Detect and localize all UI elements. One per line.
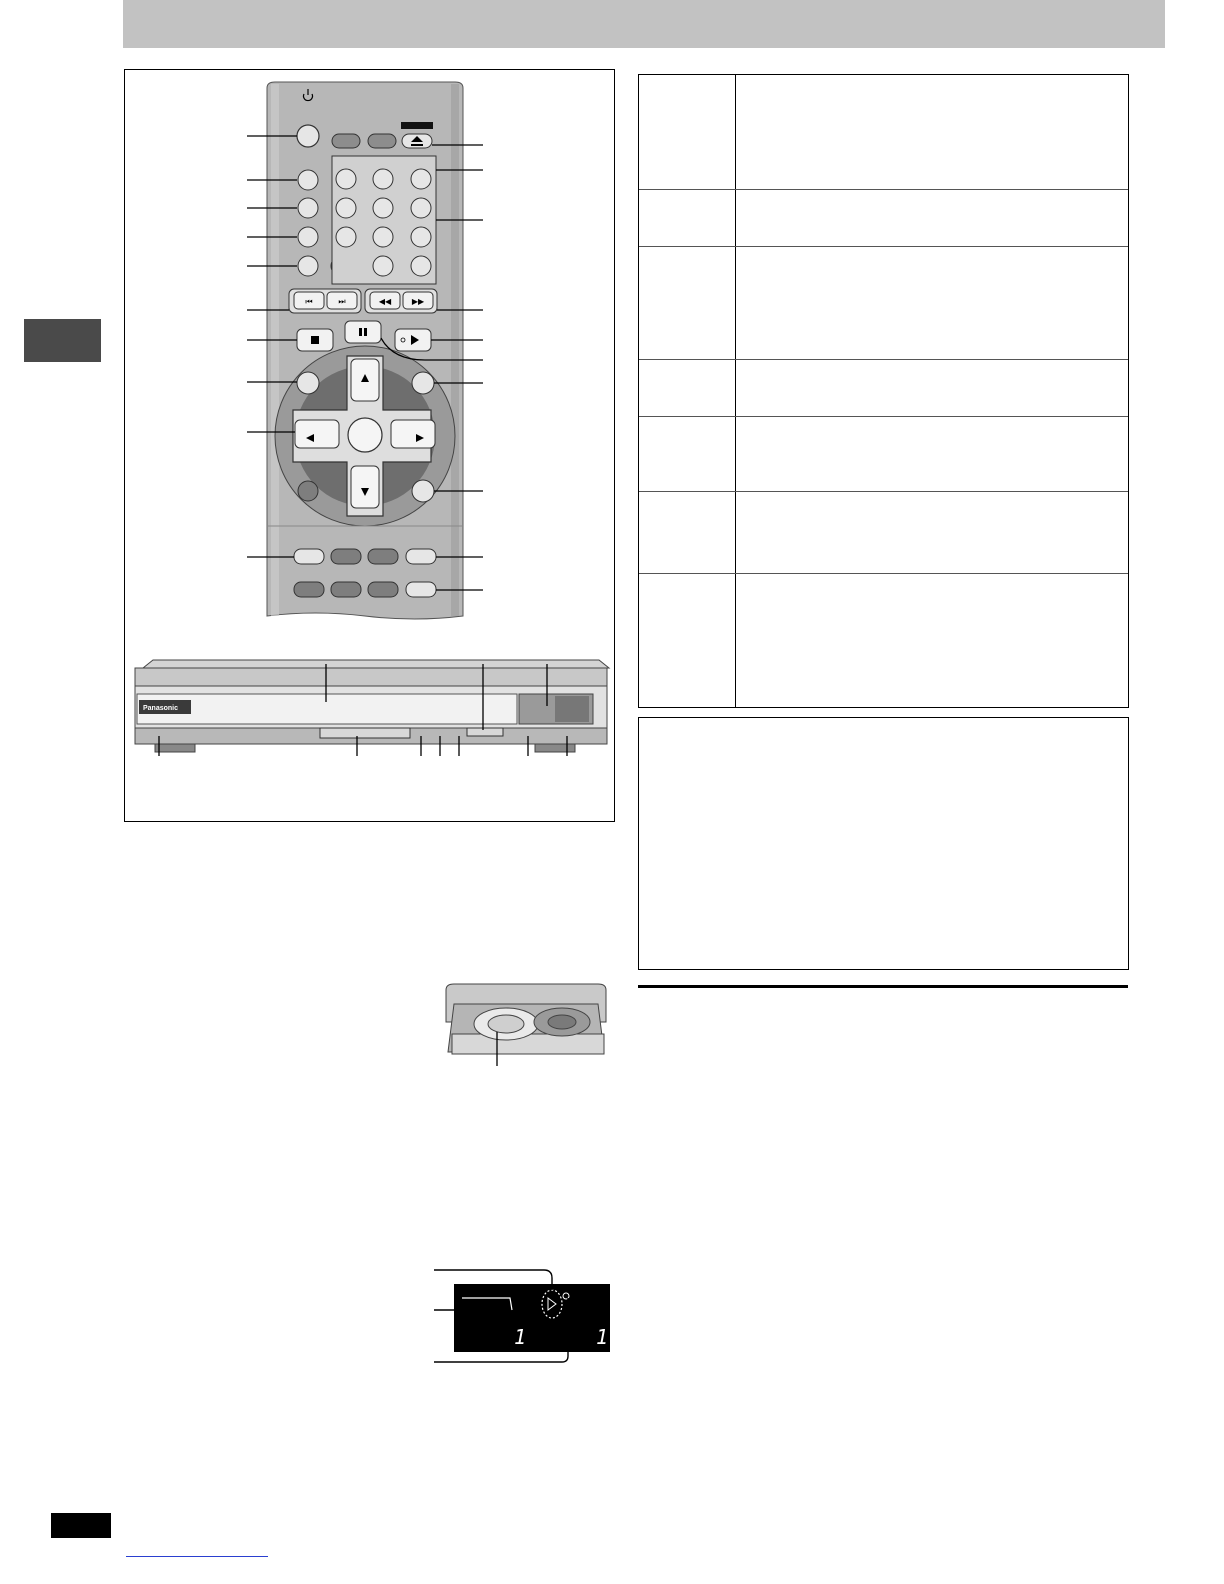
rewind-icon: ◀◀	[378, 297, 392, 306]
skip-buttons	[289, 289, 361, 313]
table-row-divider	[639, 491, 1128, 492]
up-arrow-button	[351, 359, 379, 401]
page-header-bar	[123, 0, 1165, 48]
display-group-digit: 1	[514, 1325, 527, 1349]
pause-button	[345, 321, 381, 343]
search-buttons	[365, 289, 437, 313]
display-illustration	[432, 1262, 612, 1368]
table-row-divider	[639, 359, 1128, 360]
table-row-divider	[639, 246, 1128, 247]
controls-figure	[124, 69, 615, 822]
note-box	[638, 717, 1129, 970]
down-arrow-button	[351, 466, 379, 508]
play-button	[395, 329, 431, 351]
skip-previous-icon: ⏮	[305, 297, 313, 306]
table-row-divider	[639, 416, 1128, 417]
unit-front-panel	[135, 660, 609, 752]
table-column-divider	[735, 75, 736, 707]
table-row-divider	[639, 189, 1128, 190]
fast-forward-icon: ▶▶	[411, 297, 425, 306]
display-panel	[454, 1284, 610, 1352]
right-arrow-button	[391, 420, 435, 448]
stop-button	[297, 329, 333, 351]
enter-button	[348, 418, 382, 452]
stop-icon	[311, 336, 319, 344]
section-rule	[638, 985, 1128, 988]
table-row-divider	[639, 573, 1128, 574]
skip-next-icon: ⏭	[338, 297, 346, 306]
front-panel-buttons	[320, 728, 410, 738]
open-close-button	[402, 134, 432, 148]
disc-tray-illustration	[440, 982, 612, 1072]
remote-and-unit-illustration	[125, 70, 616, 823]
chapter-side-tab	[24, 319, 101, 362]
display-track-digit: 1	[596, 1325, 609, 1349]
footer-link[interactable]	[126, 1556, 268, 1557]
brand-label: Panasonic	[143, 705, 179, 712]
left-arrow-button	[295, 420, 339, 448]
page-number-box	[51, 1513, 111, 1538]
pause-icon	[359, 328, 362, 336]
function-table	[638, 74, 1129, 708]
